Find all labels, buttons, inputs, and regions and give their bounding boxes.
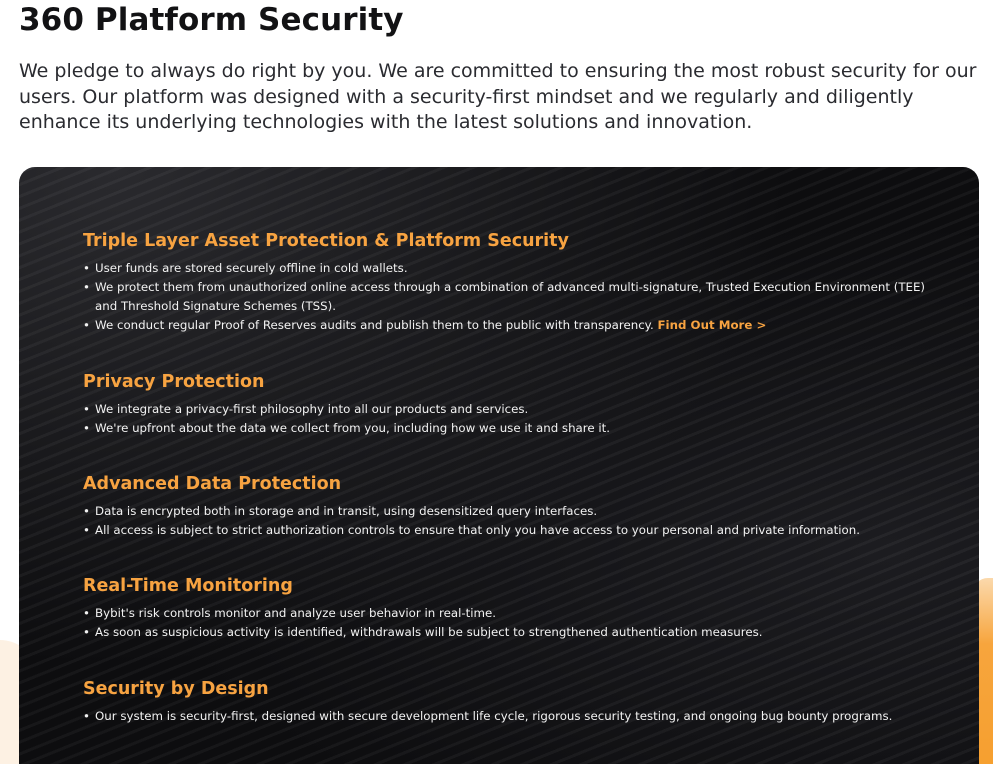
bullet-list xyxy=(83,259,943,335)
bullet-list xyxy=(83,604,943,642)
bullet-item xyxy=(83,400,943,419)
bullet-text: We protect them from unauthorized online access through a combination of advanced multi-signature, Trusted Execution Environment (TEE) and Threshold Signature Schemes (TSS). xyxy=(95,280,926,313)
bullet-text: All access is subject to strict authorization controls to ensure that only you have access to your personal and private information. xyxy=(95,523,861,537)
bullet-item xyxy=(83,316,943,335)
bullet-list xyxy=(83,502,943,540)
page-title: 360 Platform Security xyxy=(19,2,404,38)
section-title: Security by Design xyxy=(83,679,269,699)
section-real-time-monitoring xyxy=(83,576,943,642)
bullet-item xyxy=(83,604,943,623)
bullet-item xyxy=(83,707,943,726)
bullet-text: As soon as suspicious activity is identified, withdrawals will be subject to strengthened authentication measures. xyxy=(95,625,763,639)
section-advanced-data-protection xyxy=(83,474,943,540)
bullet-item xyxy=(83,259,943,278)
section-title: Triple Layer Asset Protection & Platform Security xyxy=(83,231,569,251)
intro-paragraph: We pledge to always do right by you. We are committed to ensuring the most robust security for our users. Our platform was designed with a security-first mindset and we regularly and diligently enhance its underlying technologies with the latest solutions and innovation. xyxy=(19,60,977,133)
security-features-card xyxy=(19,167,979,764)
bullet-text: Bybit's risk controls monitor and analyze user behavior in real-time. xyxy=(95,606,497,620)
bullet-text: We're upfront about the data we collect from you, including how we use it and share it. xyxy=(95,421,611,435)
section-title: Advanced Data Protection xyxy=(83,474,342,494)
bullet-text: We integrate a privacy-first philosophy into all our products and services. xyxy=(95,402,529,416)
section-title: Real-Time Monitoring xyxy=(83,576,293,596)
bullet-list xyxy=(83,707,943,726)
bullet-text: Our system is security-first, designed with secure development life cycle, rigorous security testing, and ongoing bug bounty programs. xyxy=(95,709,893,723)
bullet-text: We conduct regular Proof of Reserves audits and publish them to the public with transparency. xyxy=(95,318,654,332)
section-security-by-design xyxy=(83,679,943,726)
bullet-text: User funds are stored securely offline in cold wallets. xyxy=(95,261,408,275)
bullet-text: Data is encrypted both in storage and in transit, using desensitized query interfaces. xyxy=(95,504,598,518)
find-out-more-link[interactable]: Find Out More > xyxy=(657,318,767,332)
bullet-item xyxy=(83,502,943,521)
bullet-item xyxy=(83,623,943,642)
bullet-item xyxy=(83,419,943,438)
section-privacy-protection xyxy=(83,372,943,438)
section-title: Privacy Protection xyxy=(83,372,265,392)
bullet-item xyxy=(83,521,943,540)
bullet-item xyxy=(83,278,943,316)
section-triple-layer-protection xyxy=(83,231,943,335)
bullet-list xyxy=(83,400,943,438)
